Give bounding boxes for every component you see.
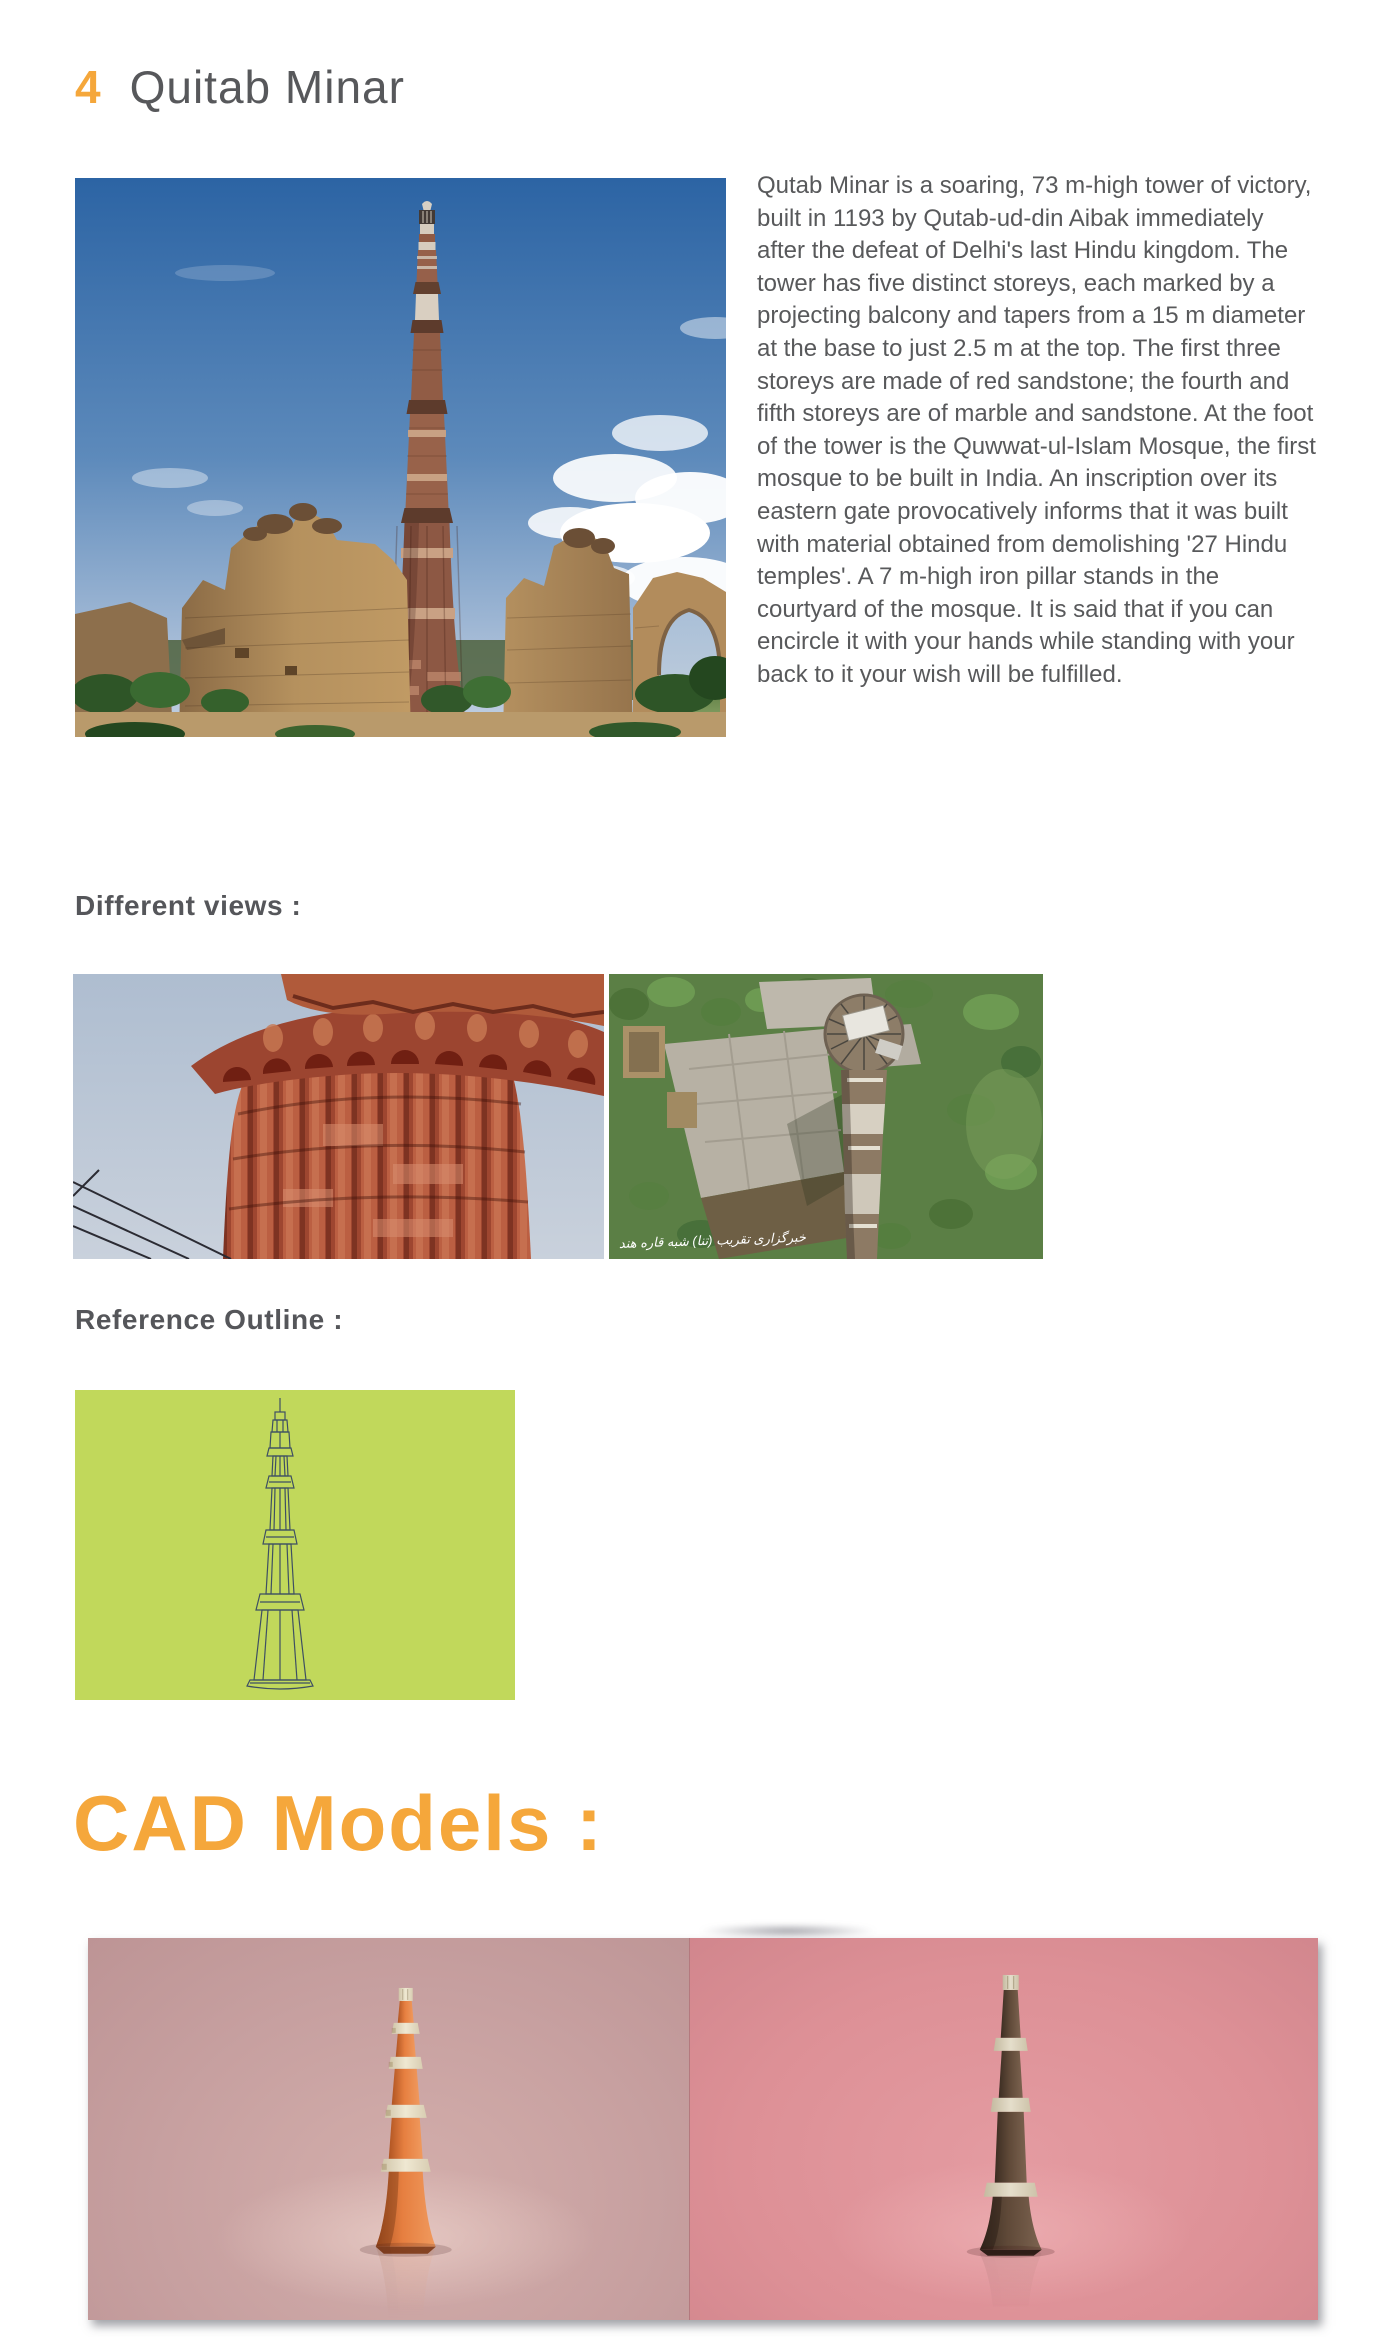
reference-outline-box <box>75 1390 515 1700</box>
outline-drawing <box>75 1390 515 1700</box>
cad-orange-scene <box>88 1938 689 2320</box>
view-closeup-photo <box>73 974 604 1259</box>
heading-cad-models: CAD Models : <box>73 1779 604 1867</box>
closeup-scene <box>73 974 604 1259</box>
cad-brown-scene <box>690 1938 1318 2320</box>
page-header <box>75 60 405 114</box>
cad-render-brown <box>689 1938 1318 2320</box>
intro-paragraph: Qutab Minar is a soaring, 73 m-high tower of victory, built in 1193 by Qutab-ud-din Aibak immediately after the defeat of Delhi's last Hindu kingdom. The tower has five distinct storeys, each marked by a projecting balcony and tapers from a 15 m diameter at the base to just 2.5 m at the top. The first three storeys are made of red sandstone; the fourth and fifth storeys are of marble and sandstone. At the foot of the tower is the Quwwat-ul-Islam Mosque, the first mosque to be built in India. An inscription over its eastern gate provocatively informs that it was built with material obtained from demolishing '27 Hindu temples'. A 7 m-high iron pillar stands in the courtyard of the mosque. It is said that if you can encircle it with your hands while standing with your back to it your wish will be fulfilled. <box>757 172 1316 688</box>
orange-cad-tower <box>376 1988 436 2254</box>
cad-models-row <box>88 1938 1318 2320</box>
aerial-scene <box>609 974 1043 1259</box>
main-photo-qutab-minar <box>75 178 726 737</box>
page-title: Quitab Minar <box>129 61 405 113</box>
heading-different-views: Different views : <box>75 890 302 921</box>
section-number: 4 <box>75 61 101 113</box>
heading-reference-outline: Reference Outline : <box>75 1304 344 1335</box>
main-photo-scene <box>75 178 726 737</box>
view-aerial-photo <box>609 974 1043 1259</box>
page-curl-shadow <box>698 1924 878 1938</box>
cad-render-orange <box>88 1938 689 2320</box>
tower-line-drawing <box>247 1398 313 1689</box>
aerial-watermark-text: خبرگزاری تقریب (تنا) شبه قاره هند <box>618 1229 807 1251</box>
